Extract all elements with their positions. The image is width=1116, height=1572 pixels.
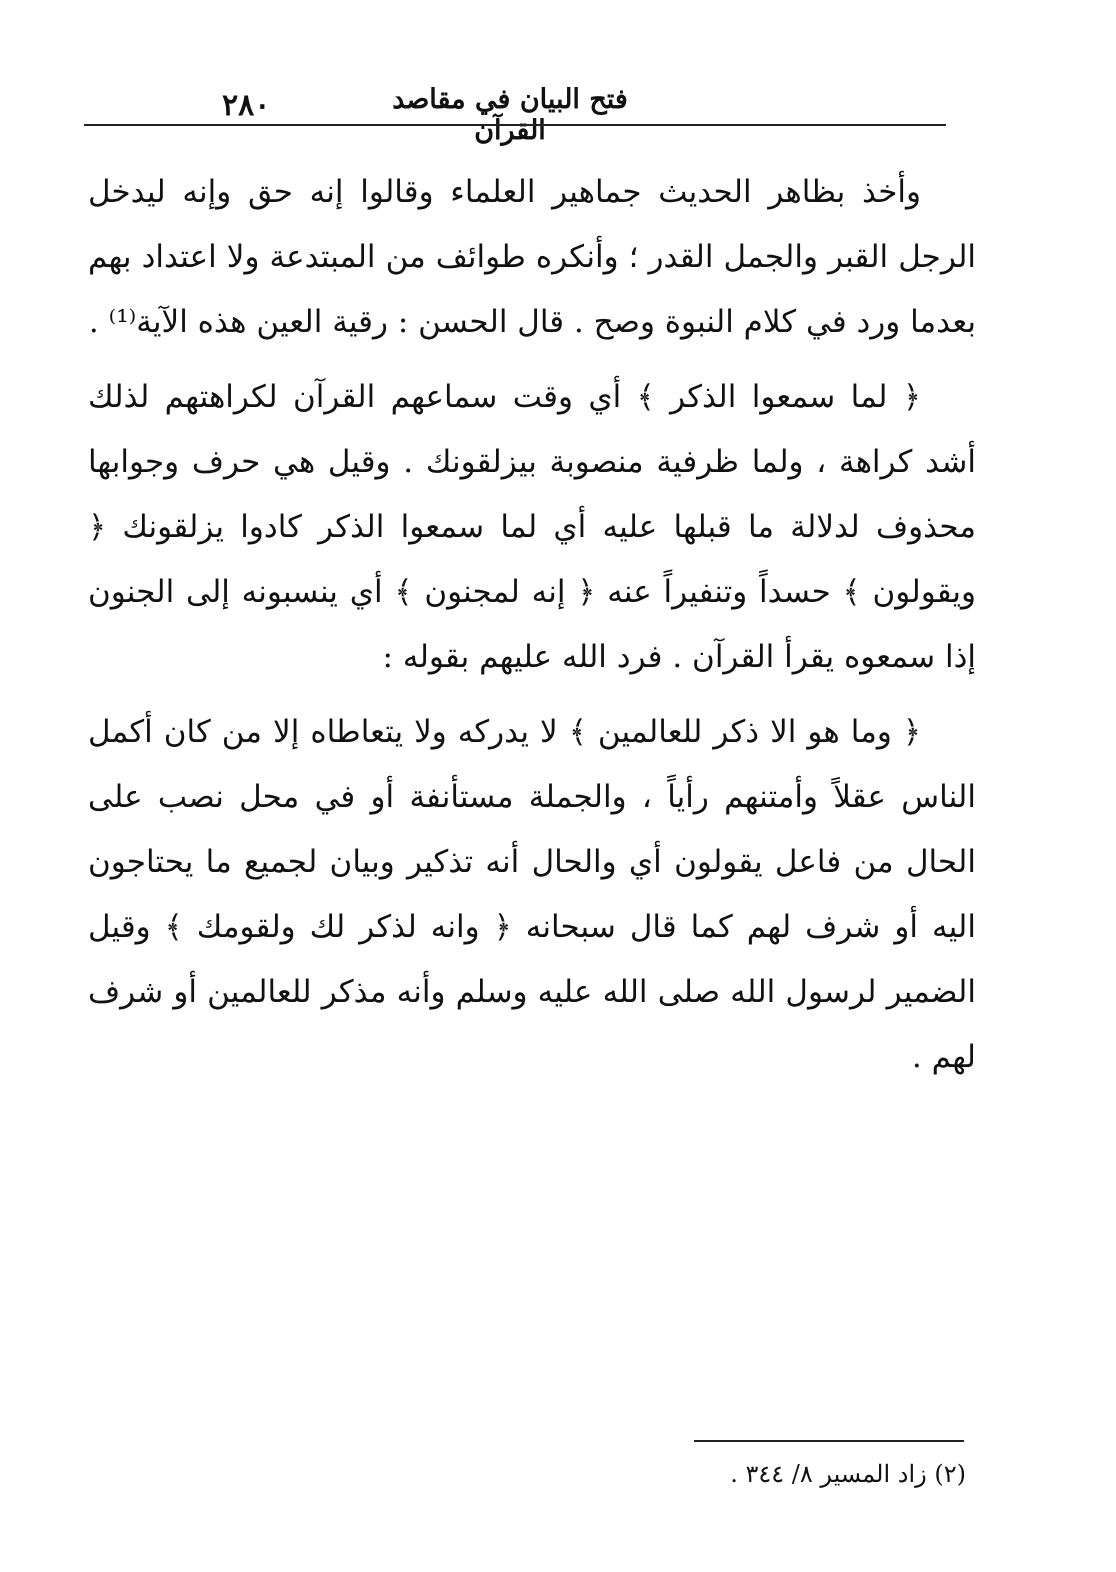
page-number: ٢٨٠ [222,88,271,123]
paragraph-2: ﴿ لما سمعوا الذكر ﴾ أي وقت سماعهم القرآن لكراهتهم لذلك أشد كراهة ، ولما ظرفية منصوبة بيزلقونك . وقيل هي حرف وجوابها محذوف لدلالة ما قبلها عليه أي لما سمعوا الذكر كادوا يزلقونك ﴿ ويقولون ﴾ حسداً وتنفيراً عنه ﴿ إنه لمجنون ﴾ أي ينسبونه إلى الجنون إذا سمعوه يقرأ القرآن . فرد الله عليهم بقوله : [88,379,976,675]
footnote: (٢) زاد المسير ٨/ ٣٤٤ . [730,1460,966,1488]
paragraph-1: وأخذ بظاهر الحديث جماهير العلماء وقالوا إنه حق وإنه ليدخل الرجل القبر والجمل القدر ؛ وأنكره طوائف من المبتدعة ولا اعتداد بهم بعدما ورد في كلام النبوة وصح . قال الحسن : رقية العين هذه الآية⁽¹⁾ . [88,174,976,340]
running-title: فتح البيان في مقاصد القرآن [392,84,628,146]
body-text [88,160,976,1100]
header-divider [84,124,946,126]
footnote-divider [694,1440,964,1442]
paragraph-3: ﴿ وما هو الا ذكر للعالمين ﴾ لا يدركه ولا يتعاطاه إلا من كان أكمل الناس عقلاً وأمتنهم رأياً ، والجملة مستأنفة أو في محل نصب على الحال من فاعل يقولون أي والحال أنه تذكير وبيان لجميع ما يحتاجون اليه أو شرف لهم كما قال سبحانه ﴿ وانه لذكر لك ولقومك ﴾ وقيل الضمير لرسول الله صلى الله عليه وسلم وأنه مذكر للعالمين أو شرف لهم . [88,714,976,1075]
